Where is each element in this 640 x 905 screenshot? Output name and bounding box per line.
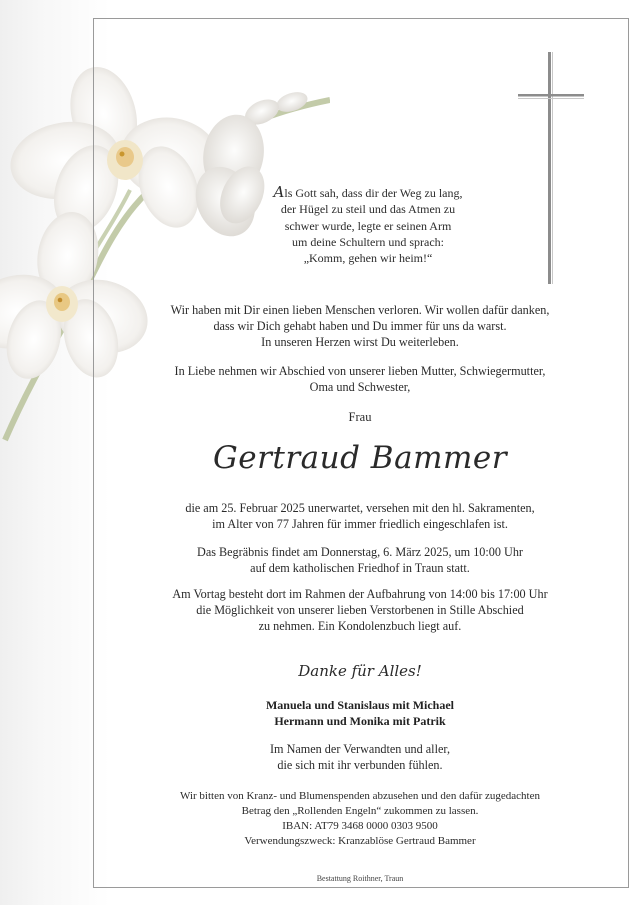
poem-dropcap: A <box>273 183 285 201</box>
poem-line: schwer wurde, legte er seinen Arm <box>284 218 452 233</box>
relatives-paragraph <box>140 741 580 773</box>
intro-paragraph <box>140 302 580 351</box>
death-info-paragraph <box>140 500 580 532</box>
viewing-line: zu nehmen. Ein Kondolenzbuch liegt auf. <box>258 619 462 634</box>
family-line: Manuela und Stanislaus mit Michael <box>265 698 455 712</box>
intro-line: Wir haben mit Dir einen lieben Menschen verloren. Wir wollen dafür danken, <box>170 303 550 317</box>
cross-icon <box>516 48 586 288</box>
thanks-heading: Danke für Alles! <box>298 662 422 680</box>
poem <box>248 184 488 266</box>
poem-line: der Hügel zu steil und das Atmen zu <box>280 202 456 217</box>
funeral-line: auf dem katholischen Friedhof in Traun statt. <box>250 561 470 576</box>
farewell-line: Oma und Schwester, <box>309 380 411 395</box>
donation-line: Betrag den „Rollenden Engeln“ zukommen zu lassen. <box>241 805 479 817</box>
funeral-line: Das Begräbnis findet am Donnerstag, 6. März 2025, um 10:00 Uhr <box>197 545 523 559</box>
intro-line: dass wir Dich gehabt haben und Du immer für uns da warst. <box>213 319 507 334</box>
viewing-paragraph <box>140 586 580 635</box>
donation-paragraph <box>140 789 580 849</box>
funeral-paragraph <box>140 544 580 576</box>
poem-line: „Komm, gehen wir heim!“ <box>303 251 433 266</box>
family-names <box>200 697 520 729</box>
intro-line: In unseren Herzen wirst Du weiterleben. <box>261 335 459 350</box>
farewell-line: In Liebe nehmen wir Abschied von unserer lieben Mutter, Schwiegermutter, <box>174 364 546 378</box>
salutation: Frau <box>348 410 372 424</box>
poem-line <box>248 184 488 201</box>
viewing-line: die Möglichkeit von unserer lieben Verstorbenen in Stille Abschied <box>196 603 524 618</box>
funeral-home-credit: Bestattung Roithner, Traun <box>316 874 404 883</box>
relatives-line: die sich mit ihr verbunden fühlen. <box>277 758 443 773</box>
death-info-line: die am 25. Februar 2025 unerwartet, versehen mit den hl. Sakramenten, <box>185 501 535 515</box>
donation-iban: IBAN: AT79 3468 0000 0303 9500 <box>282 820 438 832</box>
poem-line: um deine Schultern und sprach: <box>292 234 444 249</box>
viewing-line: Am Vortag besteht dort im Rahmen der Aufbahrung von 14:00 bis 17:00 Uhr <box>172 587 548 601</box>
poem-line-rest: ls Gott sah, dass dir der Weg zu lang, <box>284 186 463 200</box>
donation-line: Wir bitten von Kranz- und Blumenspenden abzusehen und den dafür zugedachten <box>180 790 540 802</box>
death-info-line: im Alter von 77 Jahren für immer friedlich eingeschlafen ist. <box>212 517 508 532</box>
donation-reference: Verwendungszweck: Kranzablöse Gertraud Bammer <box>244 835 476 847</box>
deceased-name: Gertraud Bammer <box>212 440 508 476</box>
farewell-paragraph <box>140 363 580 395</box>
relatives-line: Im Namen der Verwandten und aller, <box>269 742 450 756</box>
family-line: Hermann und Monika mit Patrik <box>274 714 446 728</box>
